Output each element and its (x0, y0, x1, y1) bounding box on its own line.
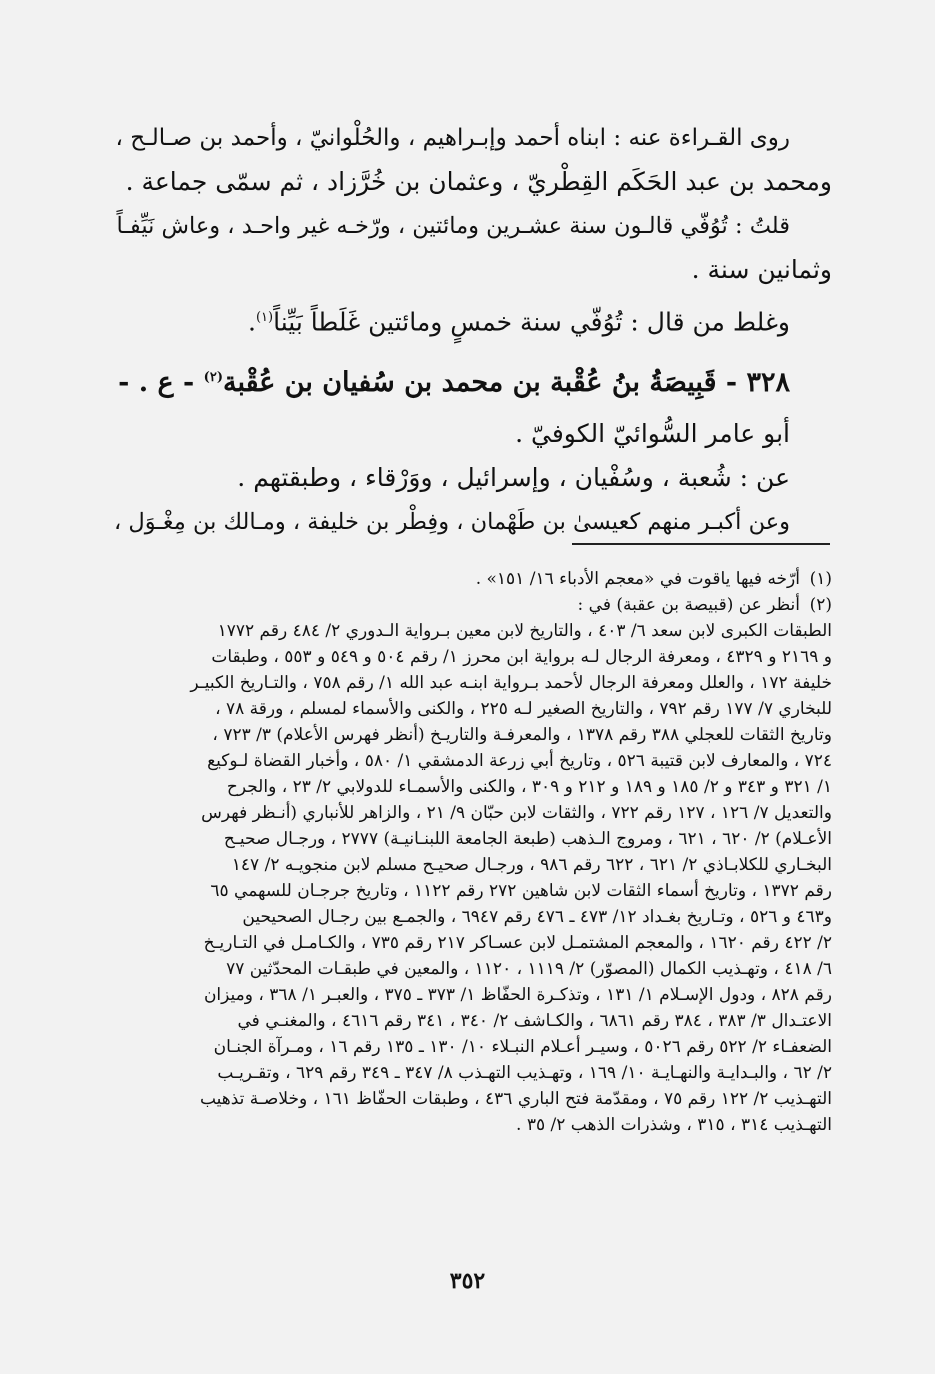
reference-line: التهـذيب ٢/ ١٢٢ رقم ٧٥ ، ومقدّمة فتح الباري ٤٣٦ ، وطبقات الحفّاظ ١٦١ ، وخلاصـة تذهيب (199, 1089, 832, 1109)
reference-line: و ٢١٦٩ و ٤٣٢٩ ، ومعرفة الرجال لـه برواية ابن محرز ١/ رقم ٥٠٤ و ٥٤٩ و ٥٥٣ ، وطبقات (211, 647, 832, 667)
wrong-statement: وغلط من قال : تُوُفّي سنة خمسٍ ومائتين غَلَطاً بَيِّناً (273, 307, 790, 337)
footnote-number: (١) (809, 569, 832, 589)
text-line: وثمانين سنة . (691, 255, 832, 284)
reference-line: الاعتـدال ٣/ ٣٨٣ ، ٣٨٤ رقم ٦٨٦١ ، والكـاشف ٢/ ٣٤٠ ، ٣٤١ رقم ٤٦١٦ ، والمغنـي في (237, 1011, 832, 1031)
main-text (108, 116, 832, 544)
footnotes (108, 566, 832, 1138)
reference-line: و٤٦٣ و ٥٢٦ ، وتـاريخ بغـداد ١٢/ ٤٧٣ ـ ٤٧٦ رقم ٦٩٤٧ ، والجمـع بين رجـال الصحيحين (242, 907, 832, 927)
reference-line: الأعـلام) ٢/ ٦٢٠ ، ٦٢١ ، ومروج الـذهب (طبعة الجامعة اللبنـانيـة) ٢٧٧٧ ، ورجـال صحيـح (223, 829, 832, 849)
entry-heading (108, 356, 832, 400)
footnote-ref-1[interactable]: (١) (255, 310, 274, 325)
reference-line: للبخاري ٧/ ١٧٧ رقم ٧٩٢ ، والتاريخ الصغير لـه ٢٢٥ ، والكنى والأسماء لمسلم ، ورقة ٧٨ ، (215, 699, 832, 719)
footnote-divider (572, 543, 830, 545)
reference-line: ١/ ٣٢١ و ٣٤٣ و ٢/ ١٨٥ و ١٨٩ و ٢١٢ و ٣٠٩ ، والكنى والأسمـاء للدولابي ٢/ ٢٣ ، والجرح (226, 777, 832, 797)
reference-line: وتاريخ الثقات للعجلي ٣٨٨ رقم ١٣٧٨ ، والمعرفـة والتاريـخ (أنظر فهرس الأعلام) ٣/ ٧٢٣ ، (212, 725, 832, 745)
reference-line: ٢/ ٤٢٢ رقم ١٦٢٠ ، والمعجم المشتمـل لابن عسـاكر ٢١٧ رقم ٧٣٥ ، والكـامـل في التـاريـخ (203, 933, 832, 953)
footnote-2-references (108, 618, 832, 1138)
footnote-2 (108, 592, 832, 618)
page-number: ٣٥٢ (449, 1268, 486, 1294)
entry-heading-title: ٣٢٨ - قَبِيصَةُ بنُ عُقْبة بن محمد بن سُفيان بن عُقْبة (222, 367, 790, 398)
text-line: أبو عامر السُّوائيّ الكوفيّ . (515, 419, 790, 448)
text-line: روى القـراءة عنه : ابناه أحمد وإبـراهيم ، والحُلْوانيّ ، وأحمد بن صـالـح ، (115, 125, 790, 151)
footnote-number: (٢) (809, 595, 832, 615)
wrong-statement-end: . (248, 307, 256, 337)
reference-line: ٧٢٤ ، والمعارف لابن قتيبة ٥٢٦ ، وتاريخ أبي زرعة الدمشقي ١/ ٥٨٠ ، وأخبار القضاة لـوكيع (207, 751, 832, 771)
footnote-1 (108, 566, 832, 592)
reference-line: ٦/ ٤١٨ ، وتهـذيب الكمال (المصوّر) ٢/ ١١١٩ ، ١١٢٠ ، والمعين في طبقـات المحدّثين ٧٧ (226, 959, 832, 979)
text-line: وعن أكبـر منهم كعيسىٰ بن طَهْمان ، وفِطْر بن خليفة ، ومـالك بن مِغْـوَل ، (113, 509, 790, 535)
reference-line: الطبقات الكبرى لابن سعد ٦/ ٤٠٣ ، والتاريخ لابن معين بـرواية الـدوري ٢/ ٤٨٤ رقم ١٧٧٢ (217, 621, 832, 641)
reference-line: الضعفـاء ٢/ ٥٢٢ رقم ٥٠٢٦ ، وسيـر أعـلام النبـلاء ١٠/ ١٣٠ ـ ١٣٥ رقم ١٦ ، ومـرآة الجنـان (213, 1037, 832, 1057)
reference-line: خليفة ١٧٢ ، والعلل ومعرفة الرجال لأحمد بـرواية ابنـه عبد الله ١/ رقم ٧٥٨ ، والتـاريخ الكبيـر (190, 673, 832, 693)
footnote-ref-2[interactable]: (٢) (203, 370, 223, 385)
reference-line: رقم ٨٢٨ ، ودول الإسـلام ١/ ١٣١ ، وتذكـرة الحفّاظ ١/ ٣٧٣ ـ ٣٧٥ ، والعبـر ١/ ٣٦٨ ، وميزان (203, 985, 832, 1005)
footnote-text: أنظر عن (قبيصة بن عقبة) في : (577, 595, 800, 615)
entry-heading-code: - ع . - (118, 367, 204, 398)
footnote-text: أرّخه فيها ياقوت في «معجم الأدباء ١٦/ ١٥١» . (475, 569, 800, 589)
reference-line: ٢/ ٦٢ ، والبـدايـة والنهـايـة ١٠/ ١٦٩ ، وتهـذيب التهـذب ٨/ ٣٤٧ ـ ٣٤٩ رقم ٦٢٩ ، وتقـريـب (217, 1063, 832, 1083)
text-line: قلتُ : تُوُفّي قالـون سنة عشـرين ومائتين ، ورّخـه غير واحـد ، وعاش نَيِّفـاً (116, 213, 790, 239)
reference-line: البخـاري للكلابـاذي ٢/ ٦٢١ ، ٦٢٢ رقم ٩٨٦ ، ورجـال صحيـح مسلم لابن منجويـه ٢/ ١٤٧ (231, 855, 832, 875)
reference-line: رقم ١٣٧٢ ، وتاريخ أسماء الثقات لابن شاهين ٢٧٢ رقم ١١٢٢ ، وتاريخ جرجـان للسهمي ٦٥ (210, 881, 832, 901)
reference-line: التهـذيب ٣١٤ ، ٣١٥ ، وشذرات الذهب ٢/ ٣٥ . (516, 1115, 832, 1135)
text-line: عن : شُعبة ، وسُفْيان ، وإسرائيل ، ووَرْقاء ، وطبقتهم . (237, 463, 790, 492)
text-line (108, 296, 832, 340)
text-line: ومحمد بن عبد الحَكَم القِطْريّ ، وعثمان بن خُرَّزاد ، ثم سمّى جماعة . (125, 167, 832, 196)
reference-line: والتعديل ٧/ ١٢٦ ، ١٢٧ رقم ٧٢٢ ، والثقات لابن حبّان ٩/ ٢١ ، والزاهر للأنباري (أنـظر فهرس (201, 803, 832, 823)
